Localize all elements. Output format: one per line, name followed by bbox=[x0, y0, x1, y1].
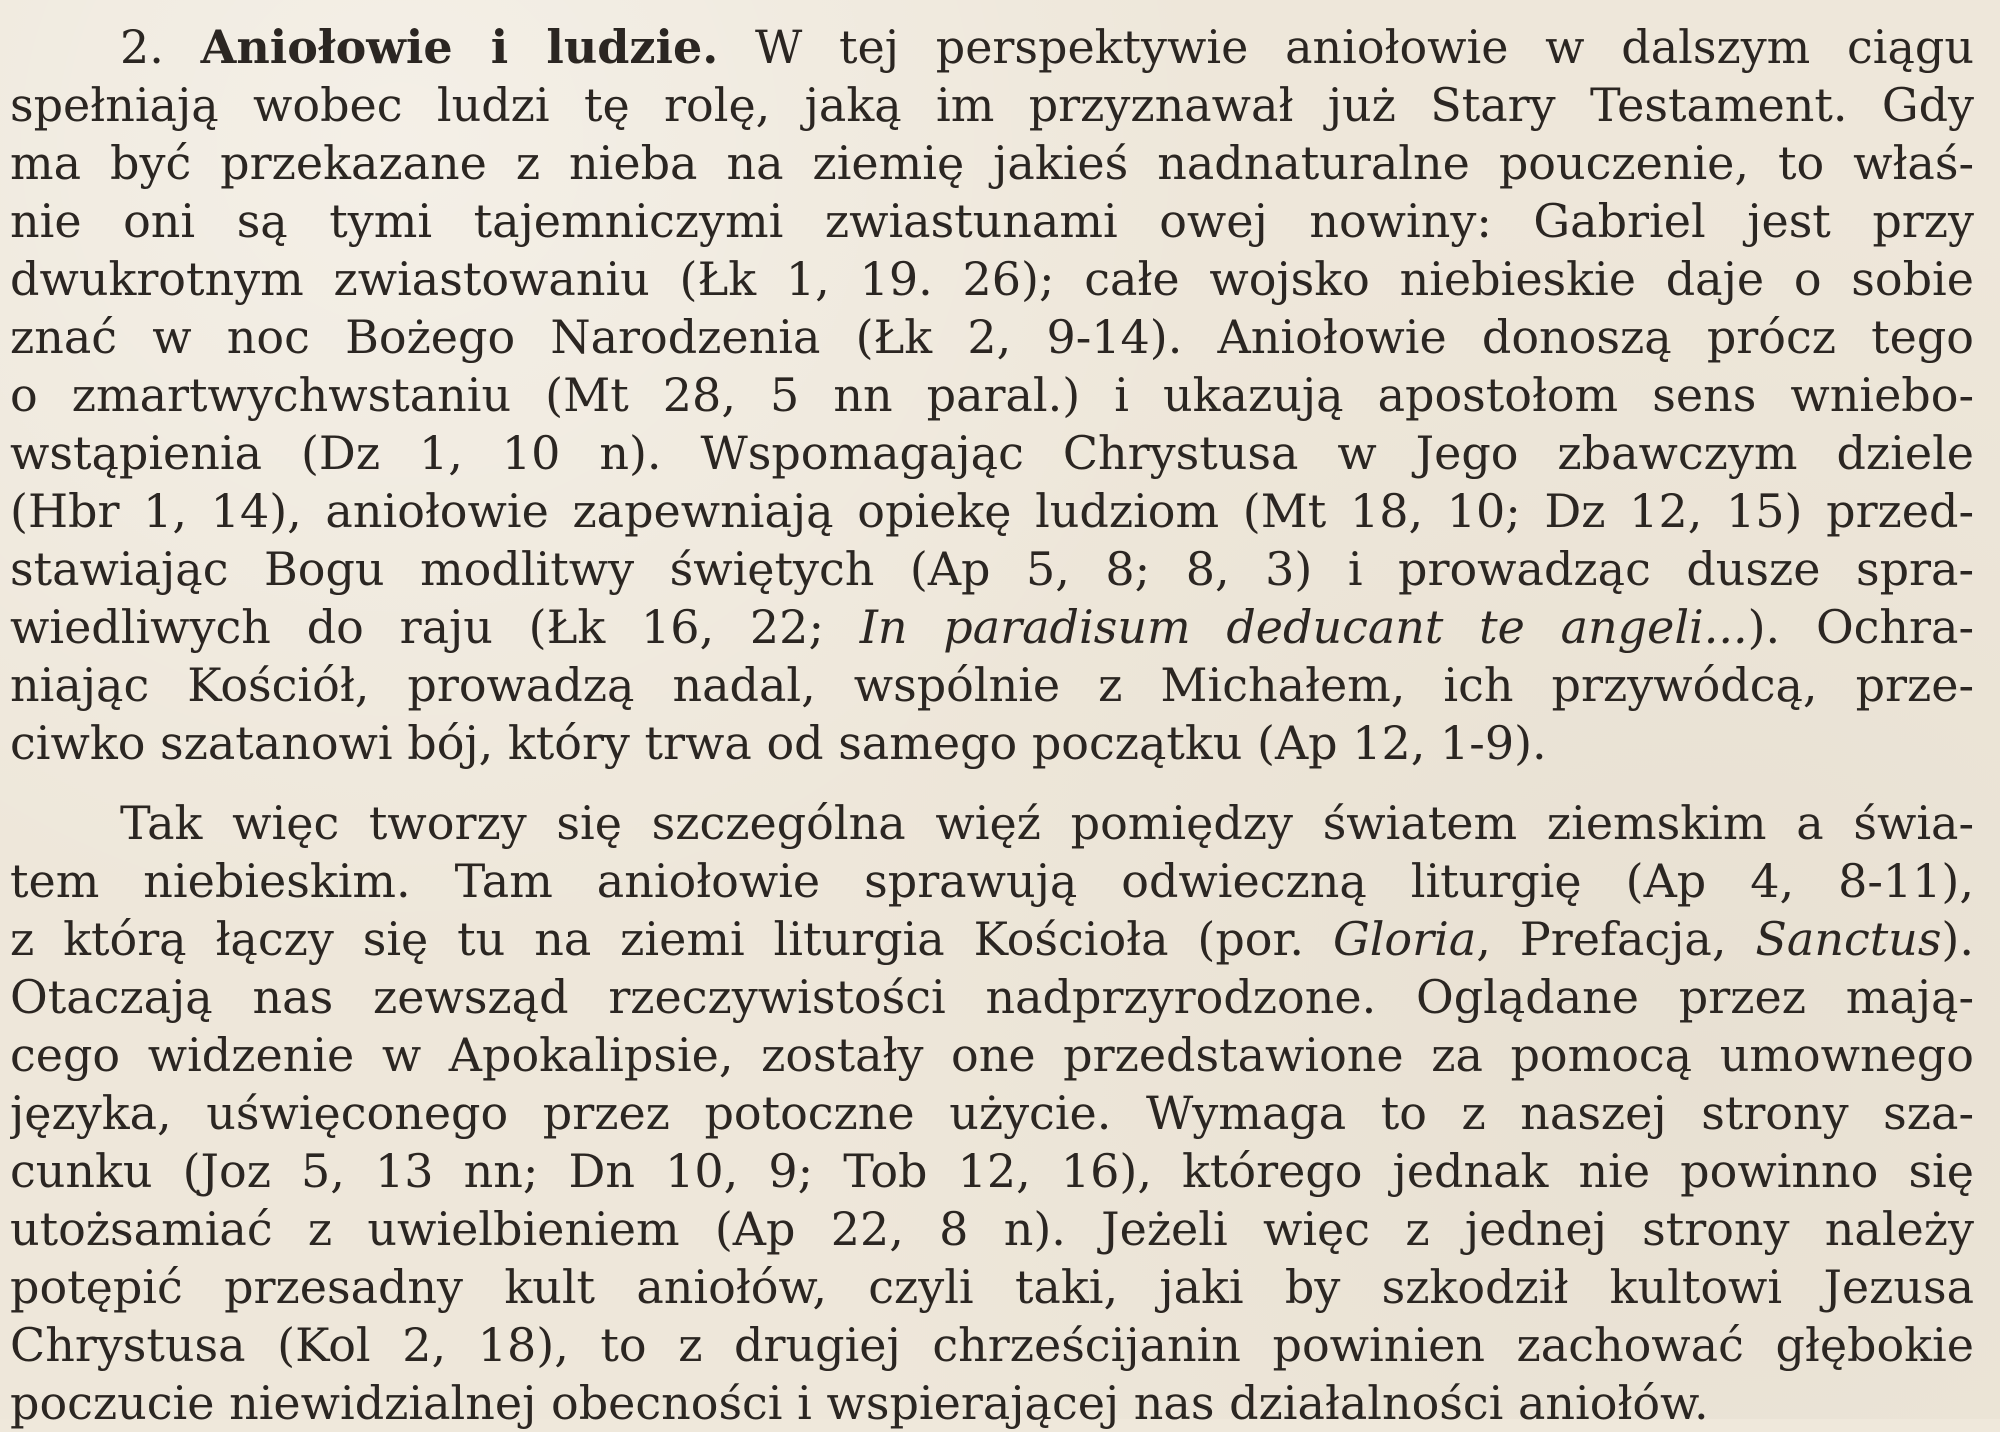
paragraph-1 bbox=[10, 18, 1974, 772]
text-line: dwukrotnym zwiastowaniu (Łk 1, 19. 26); całe wojsko niebieskie daje o sobie bbox=[10, 252, 1974, 306]
text-line: poczucie niewidzialnej obecności i wspierającej nas działalności aniołów. bbox=[10, 1376, 1709, 1430]
text-line: Chrystusa (Kol 2, 18), to z drugiej chrześcijanin powinien zachować głębokie bbox=[10, 1318, 1974, 1372]
italic-term-sanctus: Sanctus bbox=[1755, 912, 1942, 966]
text-line: ciwko szatanowi bój, który trwa od samego początku (Ap 12, 1-9). bbox=[10, 716, 1547, 770]
text-run: W tej perspektywie aniołowie w dalszym ciągu bbox=[755, 20, 1974, 74]
text-line: o zmartwychwstaniu (Mt 28, 5 nn paral.) i ukazują apostołom sens wniebo- bbox=[10, 368, 1974, 422]
text-line: stawiając Bogu modlitwy świętych (Ap 5, 8; 8, 3) i prowadząc dusze spra- bbox=[10, 542, 1974, 596]
text-line: znać w noc Bożego Narodzenia (Łk 2, 9-14). Aniołowie donoszą prócz tego bbox=[10, 310, 1974, 364]
text-line: Otaczają nas zewsząd rzeczywistości nadprzyrodzone. Oglądane przez mają- bbox=[10, 970, 1974, 1024]
text-line: języka, uświęconego przez potoczne użycie. Wymaga to z naszej strony sza- bbox=[10, 1086, 1974, 1140]
section-number: 2. bbox=[120, 20, 164, 74]
text-run: ). bbox=[1941, 912, 1974, 966]
text-run: z którą łączy się tu na ziemi liturgia Kościoła (por. bbox=[10, 912, 1333, 966]
text-line: nie oni są tymi tajemniczymi zwiastunami owej nowiny: Gabriel jest przy bbox=[10, 194, 1974, 248]
text-line: tem niebieskim. Tam aniołowie sprawują odwieczną liturgię (Ap 4, 8-11), bbox=[10, 854, 1974, 908]
text-line: utożsamiać z uwielbieniem (Ap 22, 8 n). Jeżeli więc z jednej strony należy bbox=[10, 1202, 1974, 1256]
text-line bbox=[10, 910, 1974, 968]
latin-quote: In paradisum deducant te angeli... bbox=[859, 600, 1748, 654]
text-line: niając Kościół, prowadzą nadal, wspólnie z Michałem, ich przywódcą, prze- bbox=[10, 658, 1974, 712]
text-run: ). Ochra- bbox=[1747, 600, 1974, 654]
text-line bbox=[10, 598, 1974, 656]
text-line bbox=[10, 18, 1974, 76]
text-line: spełniają wobec ludzi tę rolę, jaką im przyznawał już Stary Testament. Gdy bbox=[10, 78, 1974, 132]
text-run: wiedliwych do raju (Łk 16, 22; bbox=[10, 600, 860, 654]
paragraph-2 bbox=[10, 794, 1974, 1432]
text-line: (Hbr 1, 14), aniołowie zapewniają opiekę ludziom (Mt 18, 10; Dz 12, 15) przed- bbox=[10, 484, 1974, 538]
section-title: Aniołowie i ludzie. bbox=[200, 20, 719, 74]
text-line: ma być przekazane z nieba na ziemię jakieś nadnaturalne pouczenie, to właś- bbox=[10, 136, 1974, 190]
text-line: cunku (Joz 5, 13 nn; Dn 10, 9; Tob 12, 16), którego jednak nie powinno się bbox=[10, 1144, 1974, 1198]
italic-term-gloria: Gloria bbox=[1332, 912, 1477, 966]
text-line: cego widzenie w Apokalipsie, zostały one przedstawione za pomocą umownego bbox=[10, 1028, 1974, 1082]
text-line: Tak więc tworzy się szczególna więź pomiędzy światem ziemskim a świa- bbox=[120, 796, 1974, 850]
text-line: potępić przesadny kult aniołów, czyli taki, jaki by szkodził kultowi Jezusa bbox=[10, 1260, 1974, 1314]
text-line: wstąpienia (Dz 1, 10 n). Wspomagając Chrystusa w Jego zbawczym dziele bbox=[10, 426, 1974, 480]
text-run: , Prefacja, bbox=[1476, 912, 1756, 966]
